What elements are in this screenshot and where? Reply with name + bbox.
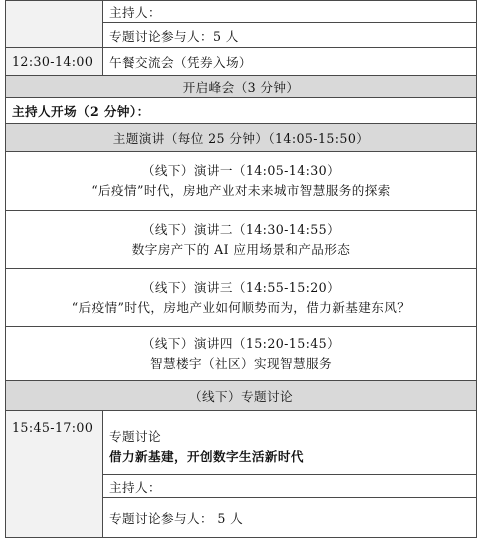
talk-topic: 数字房产下的 AI 应用场景和产品形态 xyxy=(131,241,351,257)
table-row xyxy=(6,411,477,475)
agenda-table xyxy=(5,0,477,538)
table-row xyxy=(6,48,477,76)
participants-label: 专题讨论参与人：5 人 xyxy=(103,23,477,48)
table-row xyxy=(6,381,477,411)
talk-topic: “后疫情”时代，房地产业对未来城市智慧服务的探索 xyxy=(91,183,391,198)
panel-host-label: 主持人： xyxy=(103,475,477,498)
talk-heading: （线下）演讲二（14:30-14:55） xyxy=(141,221,341,237)
lunch-time: 12:30-14:00 xyxy=(6,48,103,76)
keynote-header: 主题演讲（每位 25 分钟）（14:05-15:50） xyxy=(6,124,477,152)
panel-label: 专题讨论 xyxy=(109,428,161,444)
talk-heading: （线下）演讲三（14:55-15:20） xyxy=(141,279,341,295)
host-label: 主持人： xyxy=(103,1,477,23)
table-row xyxy=(6,76,477,98)
table-row xyxy=(6,1,477,23)
talk-row xyxy=(6,327,477,381)
panel-participants: 专题讨论参与人： 5 人 xyxy=(103,498,477,538)
table-row xyxy=(6,98,477,124)
talk-topic: “后疫情”时代，房地产业如何顺势而为，借力新基建东风？ xyxy=(71,299,411,315)
panel-time: 15:45-17:00 xyxy=(6,411,103,538)
talk-row xyxy=(6,269,477,327)
panel-header: （线下）专题讨论 xyxy=(6,381,477,411)
talk-heading: （线下）演讲四（15:20-15:45） xyxy=(141,335,341,351)
talk-row xyxy=(6,152,477,211)
panel-theme: 借力新基建，开创数字生活新时代 xyxy=(109,448,304,464)
opening-title: 开启峰会（3 分钟） xyxy=(6,76,477,98)
talk-row xyxy=(6,211,477,269)
talk-heading: （线下）演讲一（14:05-14:30） xyxy=(141,163,341,178)
lunch-title: 午餐交流会（凭券入场） xyxy=(103,48,477,76)
talk-topic: 智慧楼宇（社区）实现智慧服务 xyxy=(150,355,332,371)
table-row xyxy=(6,124,477,152)
host-opening-title: 主持人开场（2 分钟）： xyxy=(6,98,477,124)
time-cell-empty xyxy=(6,1,103,48)
